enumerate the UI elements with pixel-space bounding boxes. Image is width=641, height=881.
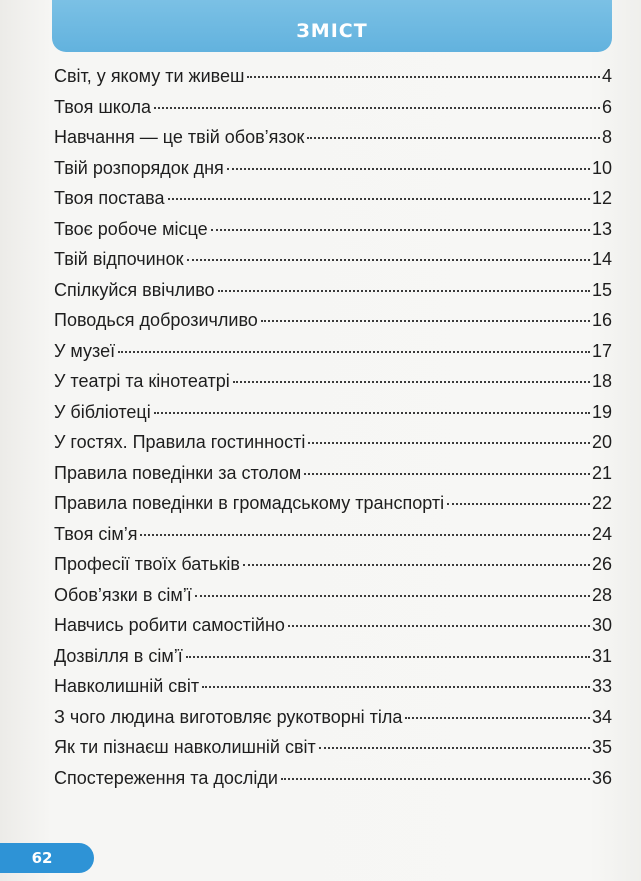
toc-entry[interactable]: [54, 219, 612, 250]
dot-leader: [243, 564, 590, 566]
toc-entry-page: 26: [591, 554, 612, 574]
toc-entry-title: У музеї: [54, 340, 116, 361]
toc-entry-page: 19: [591, 401, 612, 422]
toc-entry-title: Спостереження та досліди: [54, 767, 278, 788]
toc-entry-page: 18: [591, 371, 612, 391]
toc-entry-title: Твій відпочинок: [54, 249, 184, 269]
toc-entry-title: Твоє робоче місце: [54, 218, 208, 239]
toc-entry-title: Твоя постава: [54, 188, 165, 208]
toc-entry-title: Дозвілля в сім’ї: [54, 645, 183, 666]
dot-leader: [187, 259, 590, 261]
toc-entry-title: Правила поведінки за столом: [54, 462, 302, 483]
dot-leader: [154, 107, 600, 109]
dot-leader: [247, 76, 600, 78]
toc-entry[interactable]: [54, 463, 612, 494]
toc-entry[interactable]: [54, 280, 612, 311]
toc-entry-title: У бібліотеці: [54, 401, 151, 422]
dot-leader: [202, 686, 590, 688]
toc-entry-title: У театрі та кінотеатрі: [54, 371, 230, 391]
toc-entry-title: Навколишній світ: [54, 676, 200, 696]
toc-entry-page: 31: [591, 645, 612, 666]
toc-entry-page: 8: [601, 127, 612, 147]
toc-entry[interactable]: [54, 371, 612, 402]
dot-leader: [211, 229, 590, 231]
toc-entry-page: 4: [601, 66, 612, 86]
toc-entry-page: 10: [591, 157, 612, 178]
dot-leader: [186, 656, 590, 658]
toc-entry-page: 17: [591, 340, 612, 361]
toc-entry[interactable]: [54, 768, 612, 799]
toc-entry-title: Світ, у якому ти живеш: [54, 66, 245, 86]
dot-leader: [261, 320, 590, 322]
toc-entry-page: 14: [591, 249, 612, 269]
contents-title: ЗМІСТ: [296, 20, 368, 42]
toc-entry-title: Твоя сім’я: [54, 523, 138, 544]
toc-entry-title: Навчання — це твій обов’язок: [54, 127, 305, 147]
dot-leader: [304, 473, 590, 475]
toc-entry-title: Як ти пізнаєш навколишній світ: [54, 737, 316, 757]
toc-entry-title: Правила поведінки в громадському транспорті: [54, 493, 445, 513]
dot-leader: [118, 351, 590, 353]
dot-leader: [227, 168, 590, 170]
toc-entry-title: Спілкуйся ввічливо: [54, 279, 215, 300]
toc-entry[interactable]: [54, 310, 612, 341]
dot-leader: [218, 290, 590, 292]
toc-entry[interactable]: [54, 524, 612, 555]
toc-entry-page: 34: [591, 706, 612, 727]
toc-entry[interactable]: [54, 341, 612, 372]
toc-entry[interactable]: [54, 493, 612, 524]
toc-entry-page: 20: [591, 432, 612, 452]
toc-entry-title: Обов’язки в сім’ї: [54, 584, 192, 605]
toc-entry-page: 6: [601, 96, 612, 117]
dot-leader: [140, 534, 590, 536]
table-of-contents: [54, 66, 612, 798]
dot-leader: [281, 778, 590, 780]
toc-entry-page: 22: [591, 493, 612, 513]
toc-entry[interactable]: [54, 158, 612, 189]
toc-entry[interactable]: [54, 554, 612, 585]
page-number-tab: [0, 843, 94, 873]
dot-leader: [447, 503, 590, 505]
dot-leader: [154, 412, 590, 414]
dot-leader: [233, 381, 590, 383]
toc-entry[interactable]: [54, 127, 612, 158]
toc-entry-page: 35: [591, 737, 612, 757]
toc-entry[interactable]: [54, 737, 612, 768]
toc-entry[interactable]: [54, 249, 612, 280]
toc-entry[interactable]: [54, 402, 612, 433]
toc-entry-page: 33: [591, 676, 612, 696]
toc-entry-title: Твоя школа: [54, 96, 151, 117]
toc-entry[interactable]: [54, 676, 612, 707]
toc-entry-page: 28: [591, 584, 612, 605]
toc-entry[interactable]: [54, 66, 612, 97]
toc-entry-page: 24: [591, 523, 612, 544]
dot-leader: [195, 595, 590, 597]
toc-entry[interactable]: [54, 615, 612, 646]
toc-entry-title: Професії твоїх батьків: [54, 554, 240, 574]
toc-entry-title: Твій розпорядок дня: [54, 157, 224, 178]
dot-leader: [405, 717, 590, 719]
page-number: 62: [31, 849, 53, 867]
toc-entry-page: 36: [591, 767, 612, 788]
dot-leader: [168, 198, 590, 200]
toc-entry[interactable]: [54, 188, 612, 219]
contents-header-banner: [52, 0, 612, 52]
dot-leader: [319, 747, 590, 749]
toc-entry-page: 21: [591, 462, 612, 483]
toc-entry-title: Навчись робити самостійно: [54, 615, 285, 635]
dot-leader: [288, 625, 590, 627]
toc-entry-page: 13: [591, 218, 612, 239]
dot-leader: [307, 137, 600, 139]
toc-entry[interactable]: [54, 585, 612, 616]
toc-entry[interactable]: [54, 646, 612, 677]
toc-entry[interactable]: [54, 707, 612, 738]
dot-leader: [308, 442, 590, 444]
toc-entry[interactable]: [54, 97, 612, 128]
toc-entry-title: Поводься доброзичливо: [54, 310, 258, 330]
toc-entry-page: 15: [591, 279, 612, 300]
toc-entry[interactable]: [54, 432, 612, 463]
toc-entry-page: 30: [591, 615, 612, 635]
toc-entry-title: З чого людина виготовляє рукотворні тіла: [54, 706, 403, 727]
toc-entry-title: У гостях. Правила гостинності: [54, 432, 306, 452]
toc-entry-page: 16: [591, 310, 612, 330]
toc-entry-page: 12: [591, 188, 612, 208]
